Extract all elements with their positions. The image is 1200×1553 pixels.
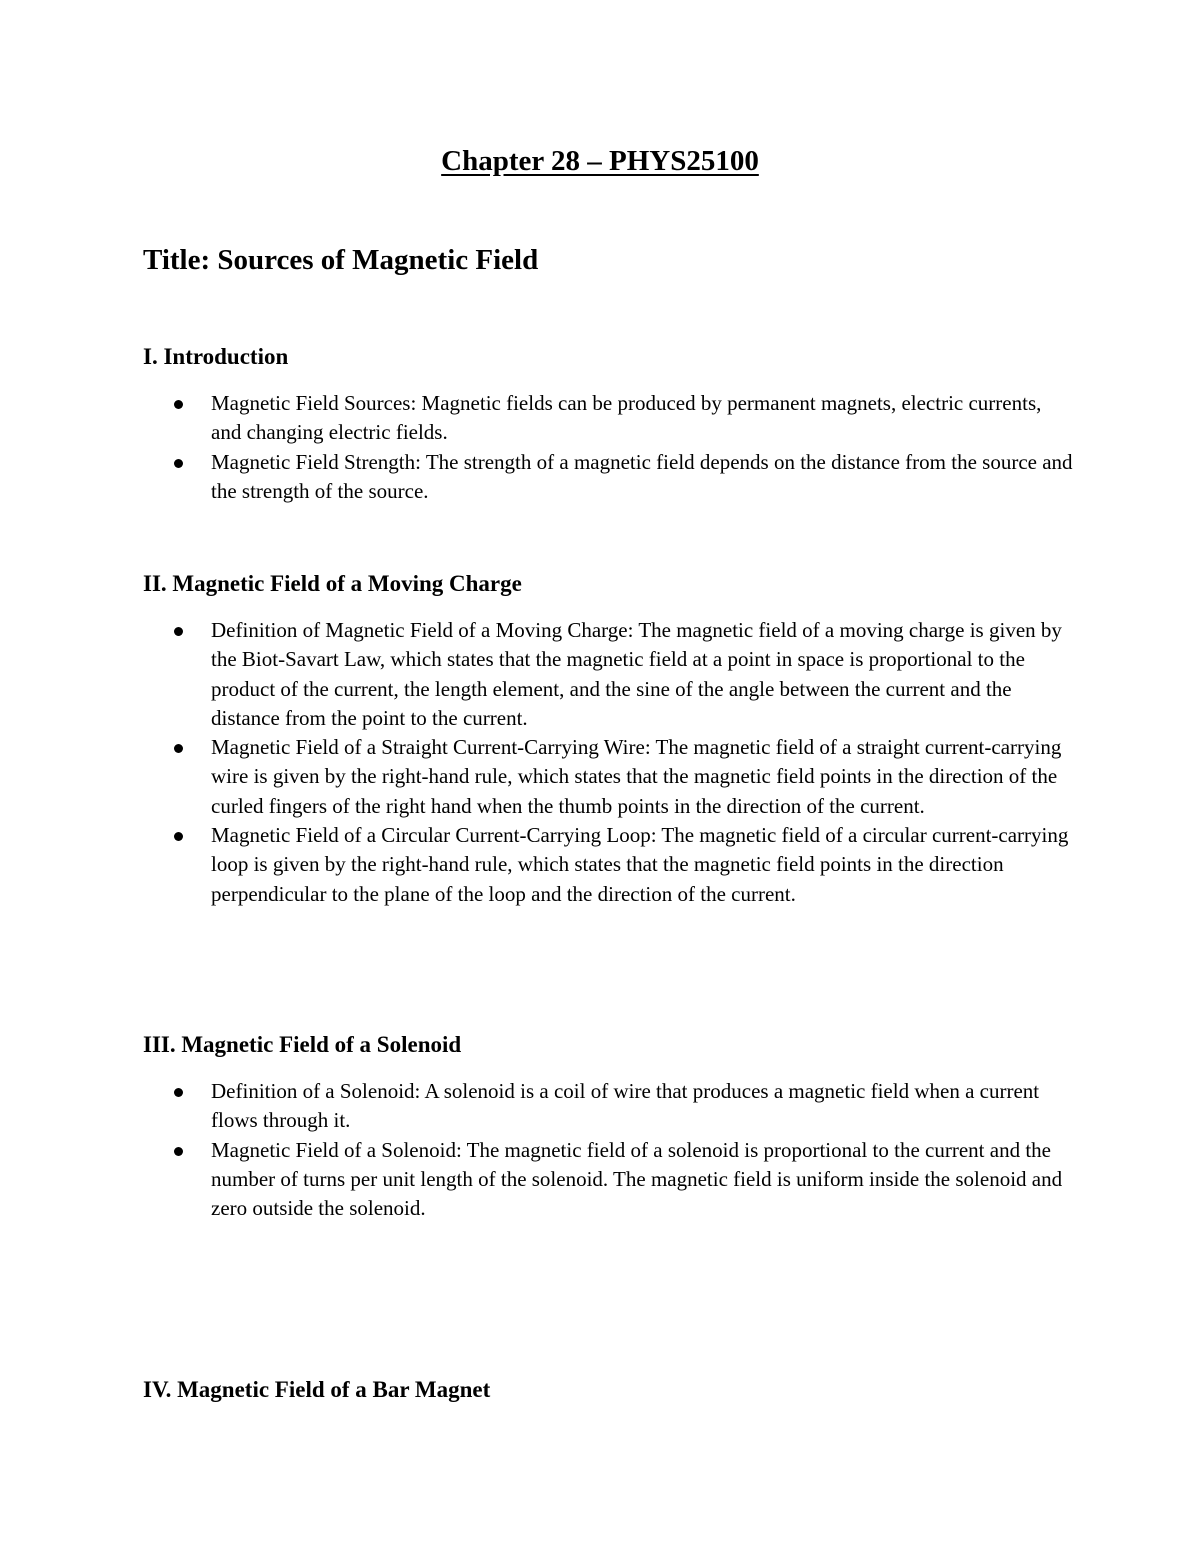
bullet-icon: [174, 1088, 183, 1097]
list-item: [143, 389, 1073, 448]
section-heading: IV. Magnetic Field of a Bar Magnet: [143, 1377, 491, 1402]
list-item-text: Definition of Magnetic Field of a Moving Charge: The magnetic field of a moving charge is given by the Biot-Savart Law, which states that the magnetic field at a point in space is proportional to the product of the current, the length element, and the sine of the angle between the current and the distance from the point to the current.: [211, 618, 1062, 730]
list-item: [143, 448, 1073, 507]
bullet-icon: [174, 459, 183, 468]
list-item: [143, 1136, 1073, 1224]
list-item-text: Magnetic Field of a Circular Current-Carrying Loop: The magnetic field of a circular current-carrying loop is given by the right-hand rule, which states that the magnetic field points in the direction perpendicular to the plane of the loop and the direction of the current.: [211, 823, 1069, 906]
bullet-list: [143, 389, 1073, 506]
list-item: [143, 1077, 1073, 1136]
chapter-heading: Chapter 28 – PHYS25100: [441, 145, 759, 177]
bullet-icon: [174, 627, 183, 636]
document-title: Title: Sources of Magnetic Field: [143, 244, 539, 276]
section-introduction: [143, 342, 1073, 506]
section-heading: II. Magnetic Field of a Moving Charge: [143, 571, 522, 596]
section-heading: I. Introduction: [143, 344, 289, 369]
list-item-text: Magnetic Field Strength: The strength of a magnetic field depends on the distance from the source and the strength of the source.: [211, 449, 1073, 503]
list-item-text: Magnetic Field of a Straight Current-Carrying Wire: The magnetic field of a straight current-carrying wire is given by the right-hand rule, which states that the magnetic field points in the direction of the curled fingers of the right hand when the thumb points in the direction of the current.: [211, 735, 1062, 818]
section-bar-magnet: [143, 1375, 1073, 1405]
list-item: [143, 616, 1073, 733]
bullet-list: [143, 616, 1073, 909]
bullet-icon: [174, 744, 183, 753]
bullet-icon: [174, 400, 183, 409]
bullet-list: [143, 1077, 1073, 1223]
list-item-text: Magnetic Field of a Solenoid: The magnetic field of a solenoid is proportional to the current and the number of turns per unit length of the solenoid. The magnetic field is uniform inside the solenoid and zero outside the solenoid.: [211, 1137, 1063, 1221]
section-heading: III. Magnetic Field of a Solenoid: [143, 1032, 462, 1057]
list-item-text: Definition of a Solenoid: A solenoid is a coil of wire that produces a magnetic field when a current flows through it.: [211, 1079, 1040, 1133]
section-moving-charge: [143, 569, 1073, 909]
bullet-icon: [174, 832, 183, 841]
list-item: [143, 821, 1073, 909]
bullet-icon: [174, 1147, 183, 1156]
list-item-text: Magnetic Field Sources: Magnetic fields can be produced by permanent magnets, electric currents, and changing electric fields.: [211, 391, 1042, 445]
section-solenoid: [143, 1030, 1073, 1223]
list-item: [143, 733, 1073, 821]
